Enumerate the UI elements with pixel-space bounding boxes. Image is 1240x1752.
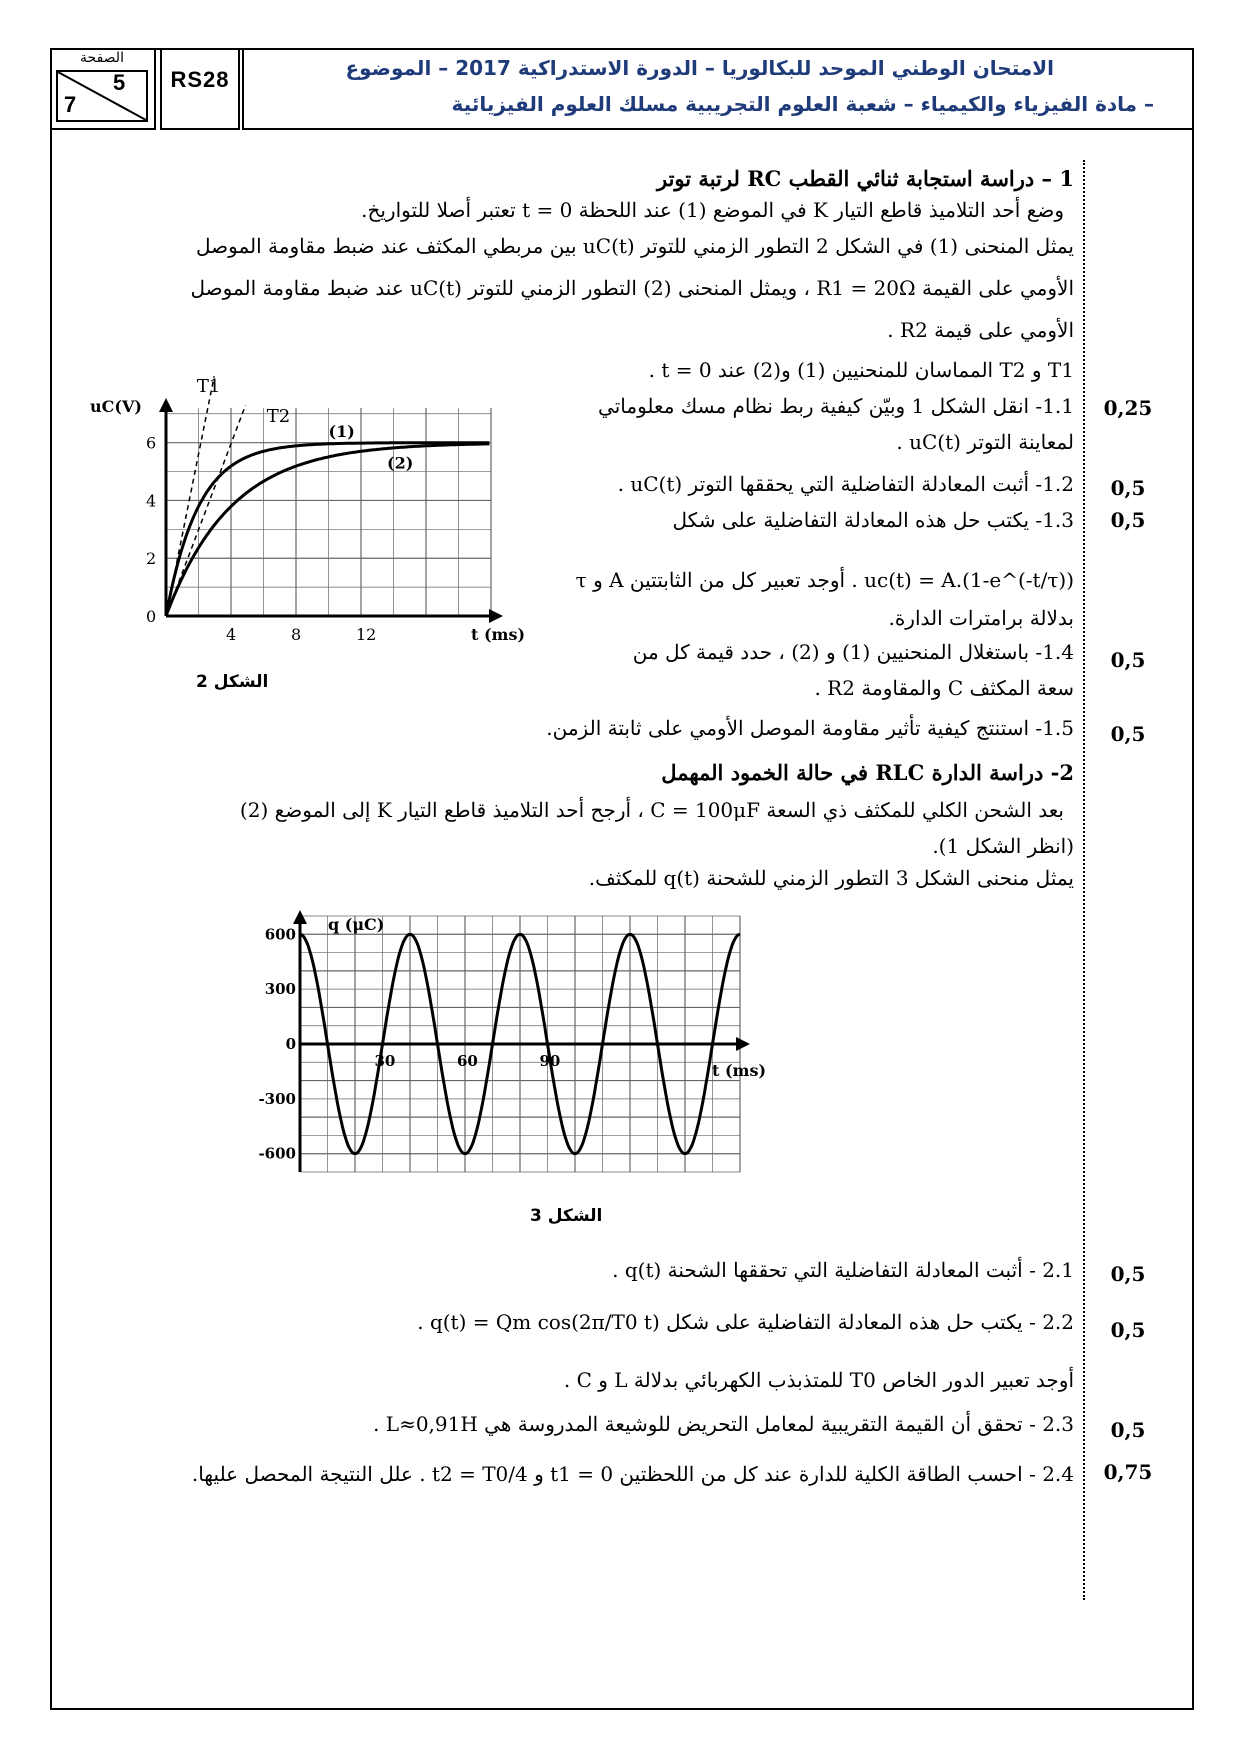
part1-title: 1 – دراسة استجابة ثنائي القطب RC لرتبة توتر bbox=[657, 166, 1074, 191]
part1-intro-5: T1 و T2 المماسان للمنحنيين (1) و(2) عند t = 0 . bbox=[648, 358, 1074, 382]
y-axis-arrow bbox=[293, 910, 307, 924]
page-label: الصفحة bbox=[80, 50, 124, 66]
title-line-1: الامتحان الوطني الموحد للبكالوريا – الدورة الاستدراكية 2017 – الموضوع bbox=[345, 56, 1054, 80]
label-curve-2: (2) bbox=[387, 453, 414, 473]
figure-3-caption: الشكل 3 bbox=[530, 1206, 603, 1226]
question-1-3c: بدلالة برامترات الدارة. bbox=[888, 606, 1074, 630]
question-2-2: 2.2 - يكتب حل هذه المعادلة التفاضلية على شكل q(t) = Qm cos(2π/T0 t) . bbox=[417, 1310, 1074, 1334]
question-1-4a: 1.4- باستغلال المنحنيين (1) و (2) ، حدد قيمة كل من bbox=[632, 640, 1074, 664]
mark-2-1: 0,5 bbox=[1110, 1262, 1146, 1286]
curve-2 bbox=[166, 444, 489, 616]
figure-2-caption: الشكل 2 bbox=[196, 672, 269, 692]
tangent-T1 bbox=[166, 376, 214, 616]
part2-intro-1: بعد الشحن الكلي للمكثف ذي السعة C = 100μF ، أرجح أحد التلاميذ قاطع التيار K إلى الموضع (2) bbox=[239, 798, 1064, 822]
part1-intro-2: يمثل المنحنى (1) في الشكل 2 التطور الزمني للتوتر uC(t) بين مربطي المكثف عند ضبط مقاومة الموصل bbox=[196, 234, 1074, 258]
x-tick-label: 90 bbox=[539, 1052, 561, 1070]
x-axis-arrow bbox=[736, 1037, 750, 1051]
page-total: 7 bbox=[64, 92, 77, 117]
exam-title bbox=[242, 48, 1194, 130]
mark-1-5: 0,5 bbox=[1110, 722, 1146, 746]
mark-1-2: 0,5 bbox=[1110, 476, 1146, 500]
part2-intro-3: يمثل منحنى الشكل 3 التطور الزمني للشحنة q(t) للمكثف. bbox=[588, 866, 1074, 890]
question-1-4b: سعة المكثف C والمقاومة R2 . bbox=[814, 676, 1074, 700]
label-T2: T2 bbox=[266, 405, 291, 427]
y-tick-label: -300 bbox=[258, 1089, 296, 1108]
question-2-1: 2.1 - أثبت المعادلة التفاضلية التي تحققها الشحنة q(t) . bbox=[612, 1258, 1074, 1282]
question-1-1b: لمعاينة التوتر uC(t) . bbox=[896, 430, 1074, 454]
y-tick-label: 4 bbox=[146, 491, 157, 511]
label-T1: T1 bbox=[196, 376, 221, 397]
y-tick-label: 6 bbox=[146, 433, 157, 453]
x-tick-label: 12 bbox=[356, 625, 377, 644]
x-axis-label: t (ms) bbox=[471, 625, 526, 644]
mark-2-2: 0,5 bbox=[1110, 1318, 1146, 1342]
part1-intro-1: وضع أحد التلاميذ قاطع التيار K في الموضع (1) عند اللحظة t = 0 تعتبر أصلا للتواريخ. bbox=[361, 198, 1064, 222]
part1-intro-4: الأومي على قيمة R2 . bbox=[887, 318, 1074, 342]
question-1-5: 1.5- استنتج كيفية تأثير مقاومة الموصل الأومي على ثابتة الزمن. bbox=[546, 716, 1074, 740]
y-tick-label: 0 bbox=[285, 1035, 296, 1053]
page-counter bbox=[56, 70, 148, 122]
part2-title: 2- دراسة الدارة RLC في حالة الخمود المهمل bbox=[661, 760, 1074, 785]
y-tick-label: 300 bbox=[264, 980, 296, 999]
margin-divider bbox=[1083, 160, 1085, 1600]
x-tick-label: 30 bbox=[374, 1052, 396, 1070]
question-1-1a: 1.1- انقل الشكل 1 وبيّن كيفية ربط نظام مسك معلوماتي bbox=[598, 394, 1074, 418]
question-2-2b: أوجد تعبير الدور الخاص T0 للمتذبذب الكهربائي بدلالة L و C . bbox=[563, 1368, 1074, 1392]
y-axis-arrow bbox=[159, 398, 173, 412]
y-tick-label: 2 bbox=[146, 549, 157, 569]
label-curve-1: (1) bbox=[328, 421, 355, 441]
x-tick-label: 60 bbox=[457, 1052, 478, 1070]
page-number: 5 bbox=[113, 70, 126, 95]
question-2-3: 2.3 - تحقق أن القيمة التقريبية لمعامل التحريض للوشيعة المدروسة هي L≈0,91H . bbox=[373, 1412, 1074, 1436]
x-tick-label: 8 bbox=[291, 625, 302, 644]
x-tick-label: 4 bbox=[226, 625, 237, 644]
question-1-2: 1.2- أثبت المعادلة التفاضلية التي يحققها التوتر uC(t) . bbox=[617, 472, 1074, 496]
part1-intro-3: الأومي على القيمة R1 = 20Ω ، ويمثل المنحنى (2) التطور الزمني للتوتر uC(t) عند ضبط مقاومة الموصل bbox=[190, 276, 1074, 300]
y-axis-label: q (μC) bbox=[328, 915, 385, 934]
figure-2-chart bbox=[80, 360, 526, 700]
page-number-box bbox=[50, 48, 156, 130]
mark-1-4: 0,5 bbox=[1110, 648, 1146, 672]
y-tick-label: 600 bbox=[264, 925, 296, 944]
mark-2-3: 0,5 bbox=[1110, 1418, 1146, 1442]
title-line-2: – مادة الفيزياء والكيمياء – شعبة العلوم التجريبية مسلك العلوم الفيزيائية bbox=[451, 92, 1154, 116]
part2-intro-2: (انظر الشكل 1). bbox=[932, 834, 1074, 858]
y-tick-label: -600 bbox=[258, 1144, 296, 1163]
exam-code: RS28 bbox=[160, 48, 240, 130]
question-1-3b: uc(t) = A.(1-e^(-t/τ)) . أوجد تعبير كل من الثابتتين A و τ bbox=[575, 568, 1074, 592]
mark-1-3: 0,5 bbox=[1110, 508, 1146, 532]
y-axis-label: uC(V) bbox=[90, 397, 142, 416]
mark-1-1: 0,25 bbox=[1103, 396, 1153, 420]
y-tick-label: 0 bbox=[146, 607, 157, 626]
figure-3-chart bbox=[258, 910, 840, 1210]
question-2-4: 2.4 - احسب الطاقة الكلية للدارة عند كل من اللحظتين t1 = 0 و t2 = T0/4 . علل النتيجة المحصل عليها. bbox=[191, 1462, 1074, 1486]
mark-2-4: 0,75 bbox=[1103, 1460, 1153, 1484]
question-1-3a: 1.3- يكتب حل هذه المعادلة التفاضلية على شكل bbox=[672, 508, 1074, 532]
x-axis-label: t (ms) bbox=[712, 1061, 767, 1080]
